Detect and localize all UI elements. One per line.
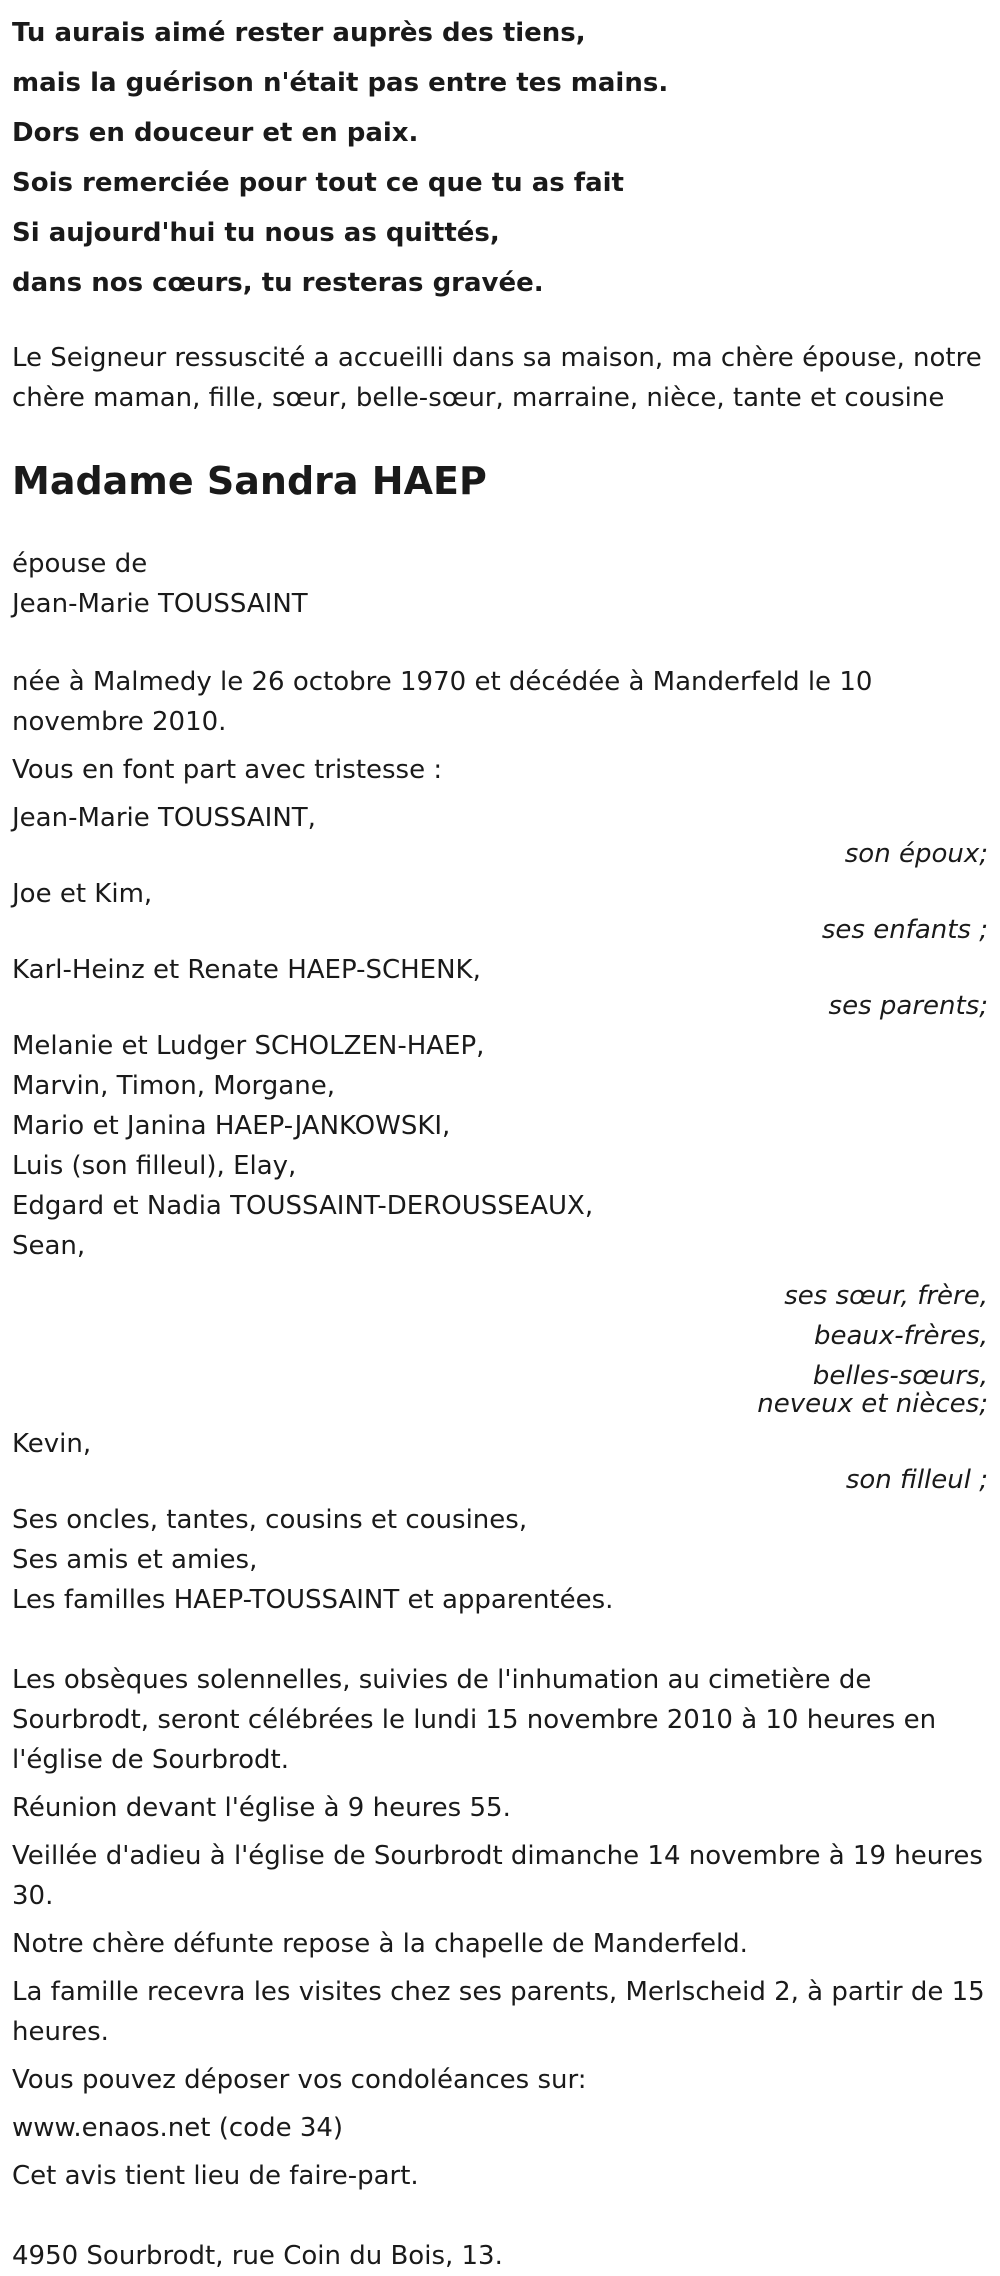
poem-line: Dors en douceur et en paix.	[12, 118, 419, 148]
family-list	[12, 798, 988, 1620]
poem-line: mais la guérison n'était pas entre tes mains.	[12, 68, 669, 98]
birth-death-text: née à Malmedy le 26 octobre 1970 et décédée à Manderfeld le 10 novembre 2010.	[12, 667, 873, 737]
family-sibling-line: Luis (son filleul), Elay,	[12, 1151, 297, 1181]
family-siblings-role-line: beaux-frères, belles-sœurs,	[812, 1321, 988, 1391]
family-other-line: Ses oncles, tantes, cousins et cousines,	[12, 1505, 528, 1535]
family-children-role: ses enfants ;	[821, 915, 988, 945]
address-text: 4950 Sourbrodt, rue Coin du Bois, 13.	[12, 2241, 503, 2271]
meeting-text: Réunion devant l'église à 9 heures 55.	[12, 1793, 511, 1823]
family-siblings-role-line: neveux et nièces;	[757, 1389, 988, 1419]
family-sibling-line: Marvin, Timon, Morgane,	[12, 1071, 335, 1101]
rest-text: Notre chère défunte repose à la chapelle de Manderfeld.	[12, 1929, 748, 1959]
poem-line: Tu aurais aimé rester auprès des tiens,	[12, 18, 586, 48]
family-other-line: Les familles HAEP-TOUSSAINT et apparentées.	[12, 1585, 614, 1615]
notice-text: Cet avis tient lieu de faire-part.	[12, 2161, 419, 2191]
condolences-site: www.enaos.net (code 34)	[12, 2113, 344, 2143]
family-siblings-role-line: ses sœur, frère,	[784, 1281, 988, 1311]
family-other-line: Ses amis et amies,	[12, 1545, 258, 1575]
family-sibling-line: Mario et Janina HAEP-JANKOWSKI,	[12, 1111, 451, 1141]
family-godson-role: son filleul ;	[845, 1465, 988, 1495]
family-siblings-role	[728, 1276, 988, 1396]
intro-text: Le Seigneur ressuscité a accueilli dans sa maison, ma chère épouse, notre chère maman, fille, sœur, belle-sœur, marraine, nièce, tante et cousine	[12, 343, 982, 413]
funeral-text: Les obsèques solennelles, suivies de l'inhumation au cimetière de Sourbrodt, seront célébrées le lundi 15 novembre 2010 à 10 heures en l'église de Sourbrodt.	[12, 1665, 937, 1775]
obituary-page	[0, 8, 1000, 2271]
family-godson-line: Kevin,	[12, 1429, 92, 1459]
poem	[12, 8, 988, 308]
visits-text: La famille recevra les visites chez ses parents, Merlscheid 2, à partir de 15 heures.	[12, 1977, 985, 2047]
deceased-name: Madame Sandra HAEP	[12, 459, 487, 503]
condolences-label: Vous pouvez déposer vos condoléances sur:	[12, 2065, 587, 2095]
poem-line: dans nos cœurs, tu resteras gravée.	[12, 268, 544, 298]
poem-line: Si aujourd'hui tu nous as quittés,	[12, 218, 500, 248]
spouse-label: épouse de	[12, 549, 148, 579]
announce-text: Vous en font part avec tristesse :	[12, 755, 443, 785]
spouse-block	[12, 544, 988, 624]
family-parents-line: Karl-Heinz et Renate HAEP-SCHENK,	[12, 955, 481, 985]
family-children-line: Joe et Kim,	[12, 879, 153, 909]
spouse-name: Jean-Marie TOUSSAINT	[12, 589, 308, 619]
poem-line: Sois remerciée pour tout ce que tu as fait	[12, 168, 624, 198]
family-sibling-line: Sean,	[12, 1231, 86, 1261]
family-sibling-line: Melanie et Ludger SCHOLZEN-HAEP,	[12, 1031, 485, 1061]
family-spouse-line: Jean-Marie TOUSSAINT,	[12, 803, 316, 833]
family-spouse-role: son époux;	[844, 839, 988, 869]
family-parents-role: ses parents;	[828, 991, 988, 1021]
family-sibling-line: Edgard et Nadia TOUSSAINT-DEROUSSEAUX,	[12, 1191, 594, 1221]
vigil-text: Veillée d'adieu à l'église de Sourbrodt dimanche 14 novembre à 19 heures 30.	[12, 1841, 983, 1911]
